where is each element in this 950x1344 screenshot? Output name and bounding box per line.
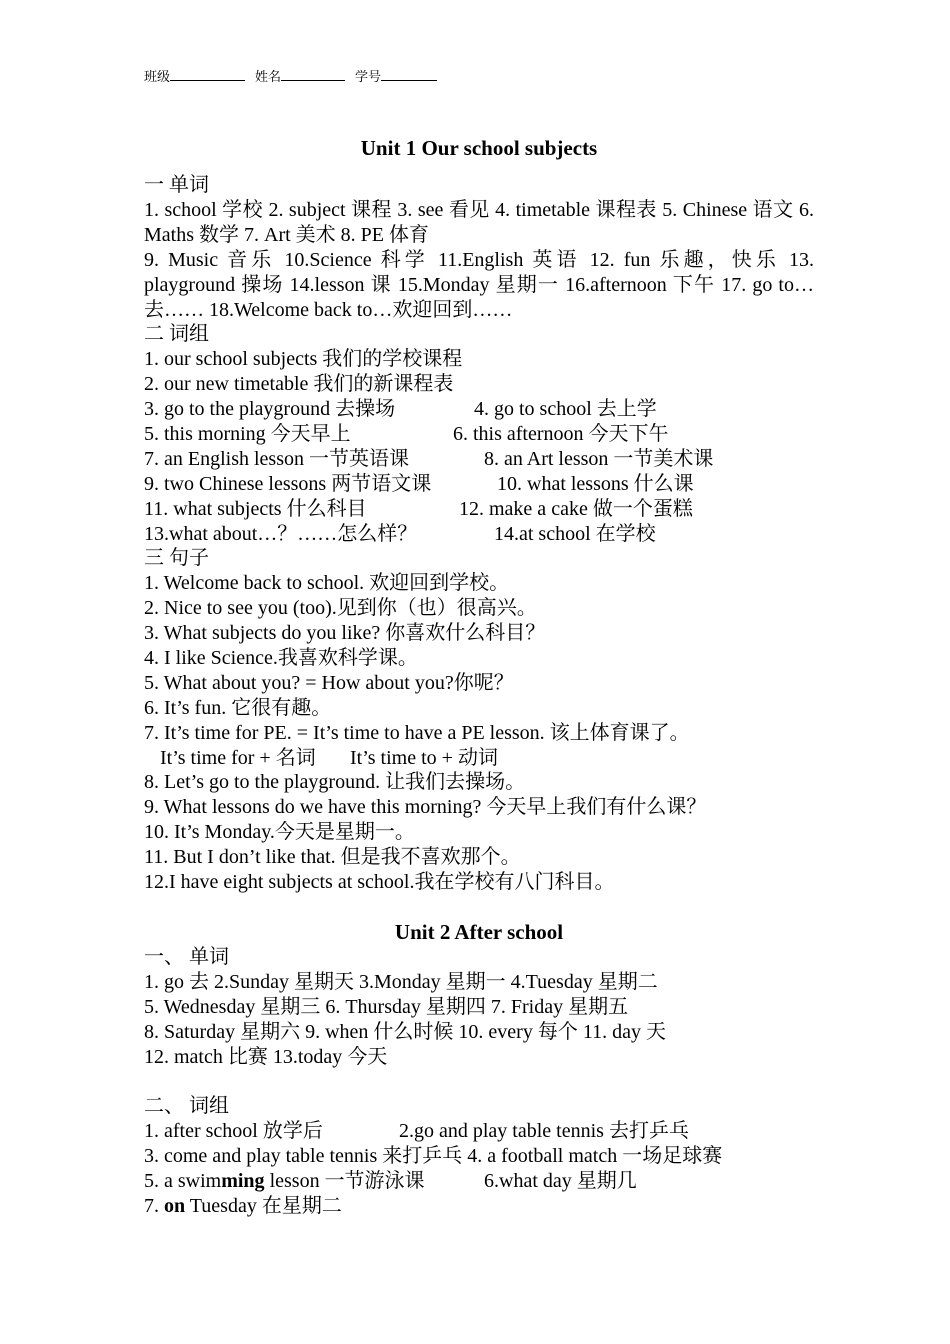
phrase-line — [144, 497, 814, 522]
sentence-line: 8. Let’s go to the playground. 让我们去操场。 — [144, 771, 526, 794]
class-blank — [170, 66, 245, 81]
unit2-words-heading: 一、 单词 — [144, 946, 229, 968]
phrase-item: 14.at school 在学校 — [494, 522, 656, 545]
phrase-item: 12. make a cake 做一个蛋糕 — [459, 497, 693, 520]
phrase-item: 4. go to school 去上学 — [474, 398, 657, 421]
blank-line — [144, 1069, 814, 1094]
sentence-line: 6. It’s fun. 它很有趣。 — [144, 696, 332, 719]
unit1-title: Unit 1 Our school subjects — [360, 136, 598, 160]
class-label: 班级 — [144, 69, 171, 84]
phrase-text: Tuesday 在星期二 — [185, 1194, 342, 1217]
unit1-words-heading: 一 单词 — [144, 174, 209, 196]
phrase-item: 8. an Art lesson 一节美术课 — [484, 447, 714, 470]
grammar-note — [144, 746, 814, 771]
phrase-item: 7. an English lesson 一节英语课 — [144, 447, 409, 470]
grammar-note-verb: It’s time to + 动词 — [350, 746, 498, 769]
sentence-line: 5. What about you? = How about you?你呢？ — [144, 671, 514, 694]
word-line: 5. Wednesday 星期三 6. Thursday 星期四 7. Friday 星期五 — [144, 995, 629, 1018]
phrase-number: 7. — [144, 1194, 164, 1217]
id-blank — [381, 66, 437, 81]
sentence-line: 11. But I don’t like that. 但是我不喜欢那个。 — [144, 846, 521, 869]
phrase-item: 6. this afternoon 今天下午 — [453, 422, 669, 445]
unit2-body — [144, 945, 814, 1219]
name-label: 姓名 — [255, 69, 282, 84]
phrase-item: 1. our school subjects 我们的学校课程 — [144, 348, 463, 371]
sentence-line: 7. It’s time for PE. = It’s time to have a PE lesson. 该上体育课了。 — [144, 721, 690, 744]
phrase-item: 11. what subjects 什么科目 — [144, 497, 367, 520]
phrase-item: 9. two Chinese lessons 两节语文课 — [144, 472, 432, 495]
phrase-text: 5. a swim — [144, 1170, 222, 1193]
phrase-item: 1. after school 放学后 — [144, 1120, 323, 1143]
phrase-line — [144, 1194, 814, 1219]
phrase-item: 10. what lessons 什么课 — [497, 472, 694, 495]
unit2-phrases-heading: 二、 词组 — [144, 1095, 229, 1118]
phrase-text-bold: ming — [221, 1170, 265, 1193]
unit1-phrases-heading: 二 词组 — [144, 323, 209, 346]
unit1-words-paragraph-1: 1. school 学校 2. subject 课程 3. see 看见 4. timetable 课程表 5. Chinese 语文 6. Maths 数学 7. Art 美术 8. PE 体育 — [144, 198, 814, 246]
phrase-text-bold: on — [164, 1194, 186, 1217]
phrase-line — [144, 1169, 814, 1194]
phrase-item: 13.what about…？……怎么样？ — [144, 522, 418, 545]
word-line: 8. Saturday 星期六 9. when 什么时候 10. every 每个 11. day 天 — [144, 1020, 666, 1043]
phrase-item — [144, 1169, 484, 1194]
sentence-line: 12.I have eight subjects at school.我在学校有八门科目。 — [144, 871, 615, 894]
unit1-words-paragraph-2: 9. Music 音乐 10.Science 科学 11.English 英语 12. fun 乐趣，快乐 13. playground 操场 14.lesson 课 15.Monday 星期一 16.afternoon 下午 17. go to… 去…… 18.Welcome back to…欢迎回到…… — [144, 248, 814, 321]
sentence-line: 3. What subjects do you like? 你喜欢什么科目？ — [144, 622, 546, 645]
unit1-sentences-heading: 三 句子 — [144, 547, 209, 570]
phrase-line — [144, 347, 814, 372]
sentence-line: 4. I like Science.我喜欢科学课。 — [144, 647, 418, 669]
phrase-item: 2. our new timetable 我们的新课程表 — [144, 373, 454, 396]
sentence-line: 2. Nice to see you (too).见到你（也）很高兴。 — [144, 597, 537, 620]
phrase-line — [144, 1119, 814, 1144]
id-label: 学号 — [355, 69, 382, 84]
phrase-item: 6.what day 星期几 — [484, 1170, 637, 1193]
sentence-line: 9. What lessons do we have this morning? 今天早上我们有什么课？ — [144, 796, 707, 819]
grammar-note-noun: It’s time for + 名词 — [160, 746, 316, 769]
word-line: 12. match 比赛 13.today 今天 — [144, 1045, 388, 1068]
word-line: 1. go 去 2.Sunday 星期天 3.Monday 星期一 4.Tuesday 星期二 — [144, 970, 658, 993]
phrase-line — [144, 397, 814, 422]
sentence-line: 1. Welcome back to school. 欢迎回到学校。 — [144, 572, 510, 595]
unit1-body — [144, 173, 814, 895]
name-blank — [281, 66, 345, 81]
sentence-line: 10. It’s Monday.今天是星期一。 — [144, 821, 415, 844]
unit2-title: Unit 2 After school — [394, 920, 564, 944]
phrase-text: lesson 一节游泳课 — [264, 1170, 425, 1193]
phrase-item: 5. this morning 今天早上 — [144, 422, 351, 445]
phrase-line: 3. come and play table tennis 来打乒乓 4. a football match 一场足球赛 — [144, 1145, 723, 1168]
phrase-line — [144, 372, 814, 397]
phrase-item: 3. go to the playground 去操场 — [144, 398, 396, 421]
phrase-item: 2.go and play table tennis 去打乒乓 — [399, 1120, 689, 1143]
phrase-line — [144, 472, 814, 497]
phrase-line — [144, 422, 814, 447]
phrase-line — [144, 522, 814, 547]
phrase-line — [144, 447, 814, 472]
student-info-header — [144, 66, 447, 87]
